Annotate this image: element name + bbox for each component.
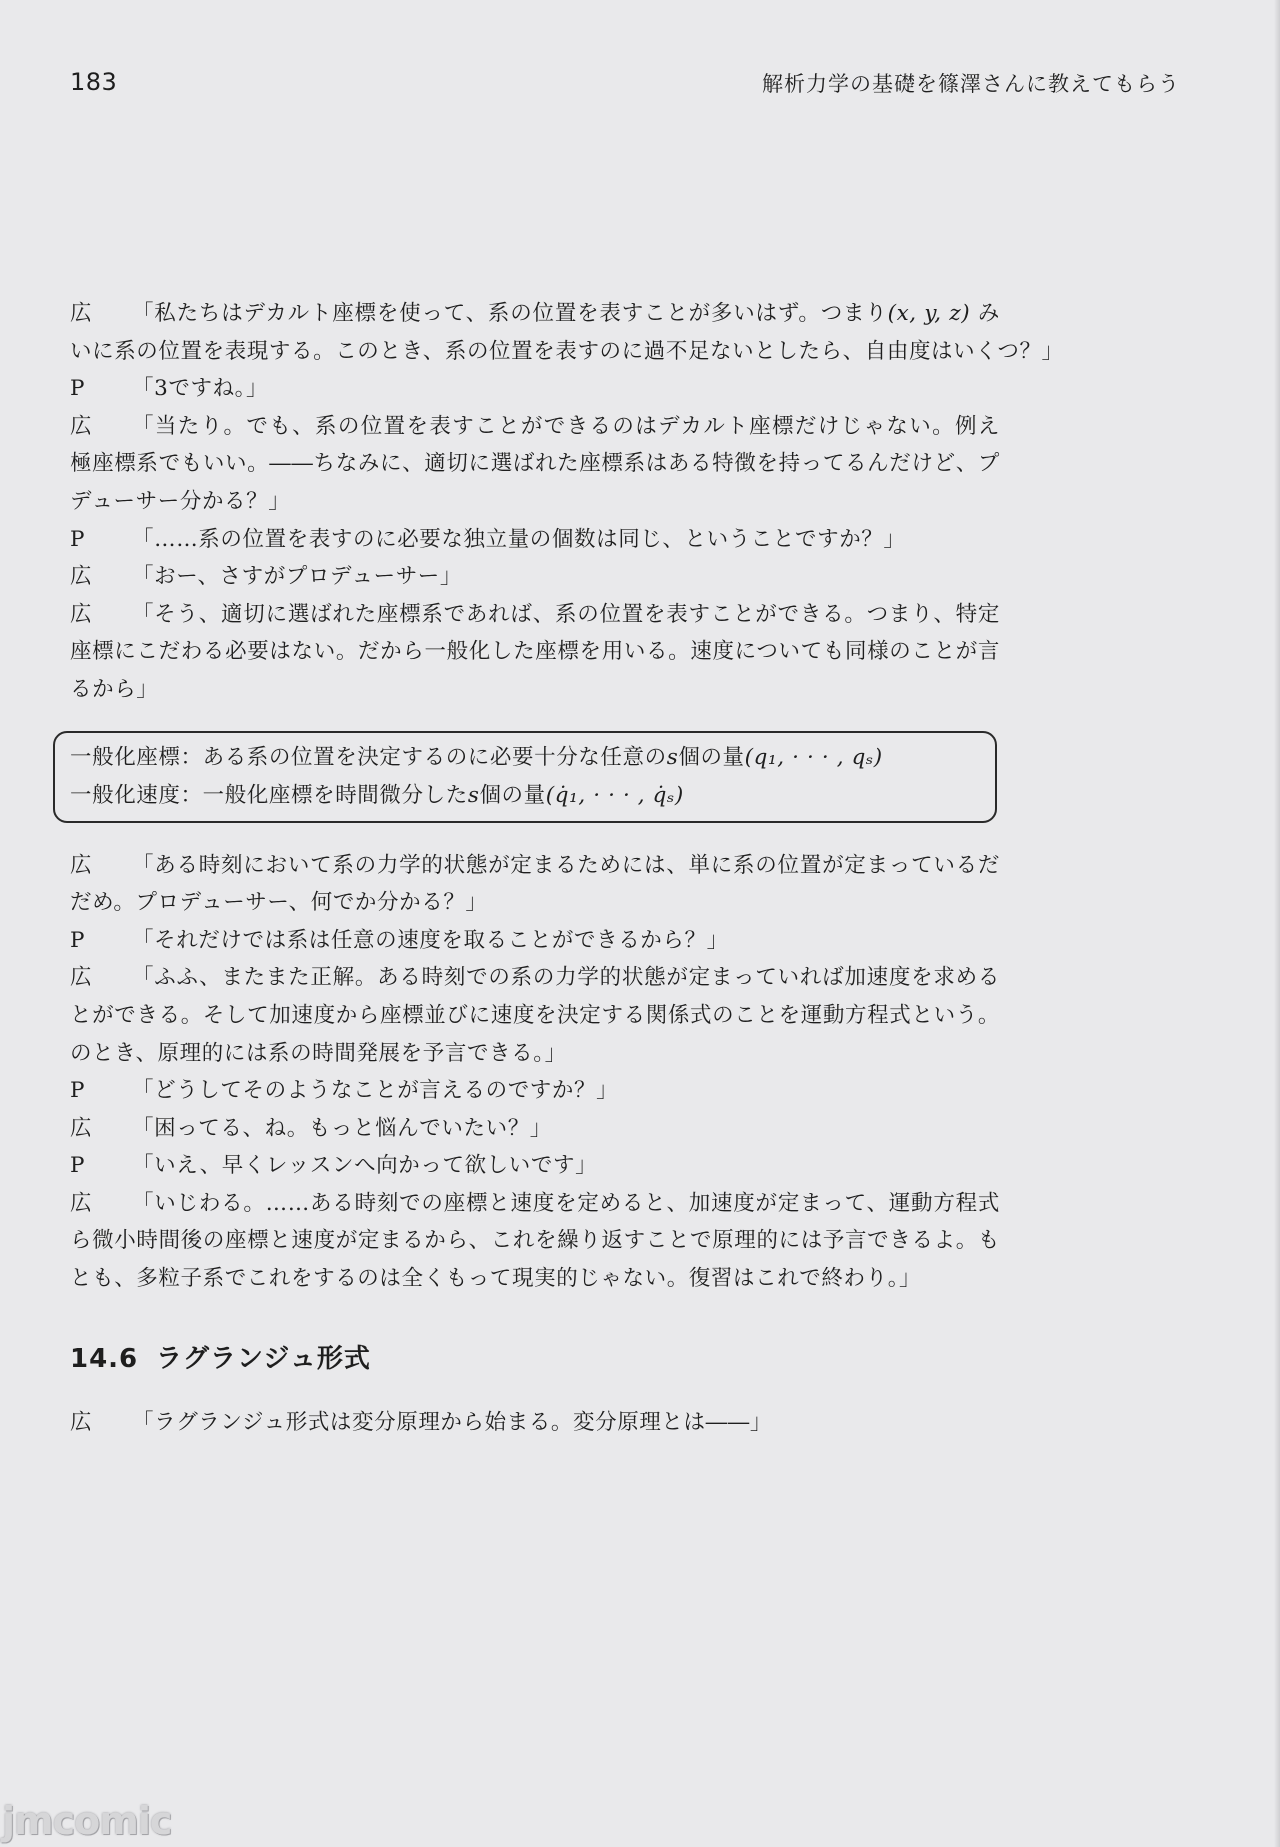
dialogue-text: 「それだけでは系は任意の速度を取ることができるから？」: [132, 927, 729, 953]
dialogue-text: デューサー分かる？」: [70, 488, 291, 514]
definition-box: [53, 731, 997, 823]
speaker-label: 広: [70, 301, 93, 326]
speaker-label: 広: [70, 1115, 93, 1141]
dialogue-text: 「おー、さすがプロデューサー」: [132, 564, 462, 590]
dialogue-line: [70, 1222, 1000, 1260]
section-number: 14.6: [70, 1343, 139, 1374]
dialogue-line: [70, 959, 1000, 997]
page-number: 183: [70, 68, 118, 96]
dialogue-line: [70, 847, 1000, 885]
dialogue-line: [70, 333, 1064, 371]
dialogue-text: 「どうしてそのようなことが言えるのですか？」: [132, 1078, 619, 1104]
dialogue-line: [70, 295, 1000, 333]
speaker-label: P: [70, 927, 86, 953]
speaker-label: 広: [70, 601, 93, 627]
dialogue-line: [70, 1072, 1000, 1110]
speaker-label: P: [70, 376, 86, 402]
speaker-label: 広: [70, 1409, 93, 1435]
dialogue-line: [70, 596, 1000, 634]
speaker-label: 広: [70, 413, 93, 439]
speaker-label: 広: [70, 965, 93, 991]
dialogue-text: だめ。プロデューサー、何でか分かる？」: [70, 890, 488, 916]
definition-generalized-coordinates: 一般化座標：ある系の位置を決定するのに必要十分な任意のs個の量(q₁, · · · , qₛ): [70, 744, 883, 770]
dialogue-line: [70, 483, 1000, 521]
dialogue-line: [70, 1035, 1000, 1073]
dialogue-text: 極座標系でもいい。――ちなみに、適切に選ばれた座標系はある特徴を持ってるんだけど、プ: [70, 451, 1000, 477]
dialogue-block: [70, 295, 1064, 709]
dialogue-text: 「そう、適切に選ばれた座標系であれば、系の位置を表すことができる。つまり、特定: [132, 601, 1000, 627]
math-inline: (q₁, · · · , qₛ): [744, 744, 883, 770]
dialogue-text: ら微小時間後の座標と速度が定まるから、これを繰り返すことで原理的には予言できるよ。も: [70, 1228, 1000, 1254]
speaker-label: 広: [70, 852, 93, 878]
dialogue-text: 「……系の位置を表すのに必要な独立量の個数は同じ、ということですか？」: [132, 526, 906, 552]
dialogue-text: 「ふふ、またまた正解。ある時刻での系の力学的状態が定まっていれば加速度を求める: [132, 965, 1000, 991]
dialogue-text: 「困ってる、ね。もっと悩んでいたい？」: [132, 1115, 552, 1141]
dialogue-block: [70, 847, 1000, 1298]
dialogue-text: いに系の位置を表現する。このとき、系の位置を表すのに過不足ないとしたら、自由度はいくつ？」: [70, 338, 1064, 364]
dialogue-line: [70, 1404, 1000, 1442]
dialogue-line: [70, 558, 1000, 596]
dialogue-text: 「ラグランジュ形式は変分原理から始まる。変分原理とは――」: [132, 1409, 772, 1435]
speaker-label: 広: [70, 564, 93, 590]
dialogue-text: 「ある時刻において系の力学的状態が定まるためには、単に系の位置が定まっているだ: [132, 852, 1000, 878]
dialogue-line: [70, 445, 1000, 483]
dialogue-line: [70, 370, 1000, 408]
dialogue-line: [70, 1110, 1000, 1148]
dialogue-line: [70, 521, 1000, 559]
dialogue-line: [70, 408, 1000, 446]
dialogue-line: [70, 884, 1000, 922]
section-heading: [70, 1328, 1000, 1390]
dialogue-text: とができる。そして加速度から座標並びに速度を決定する関係式のことを運動方程式という。: [70, 1002, 1000, 1028]
page-body: [70, 295, 1064, 1441]
dialogue-line: [70, 633, 1000, 671]
speaker-label: P: [70, 1153, 86, 1179]
running-title: 解析力学の基礎を篠澤さんに教えてもらう: [762, 72, 1180, 96]
speaker-label: 広: [70, 1190, 93, 1216]
dialogue-text: 「私たちはデカルト座標を使って、系の位置を表すことが多いはず。つまり(x, y, z) み: [132, 301, 1000, 326]
dialogue-line: [70, 922, 1000, 960]
math-inline: (q̇₁, · · · , q̇ₛ): [545, 782, 684, 808]
section-title: ラグランジュ形式: [156, 1343, 371, 1374]
dialogue-text: 「いじわる。……ある時刻での座標と速度を定めると、加速度が定まって、運動方程式: [132, 1190, 1000, 1216]
definition-generalized-velocities: 一般化速度：一般化座標を時間微分したs個の量(q̇₁, · · · , q̇ₛ): [70, 782, 684, 808]
watermark-logo: jmcomic: [2, 1799, 172, 1843]
dialogue-text: るから」: [70, 676, 159, 702]
dialogue-text: 「当たり。でも、系の位置を表すことができるのはデカルト座標だけじゃない。例え: [132, 413, 1000, 439]
dialogue-line: [70, 997, 1000, 1035]
math-var: s: [467, 782, 480, 808]
dialogue-text: とも、多粒子系でこれをするのは全くもって現実的じゃない。復習はこれで終わり。」: [70, 1266, 922, 1292]
speaker-label: P: [70, 526, 86, 552]
dialogue-text: 「3ですね。」: [132, 376, 269, 402]
dialogue-text: のとき、原理的には系の時間発展を予言できる。」: [70, 1040, 567, 1066]
dialogue-line: [70, 1260, 1000, 1298]
math-inline: (x, y, z): [887, 301, 971, 326]
speaker-label: P: [70, 1078, 86, 1104]
dialogue-text: 座標にこだわる必要はない。だから一般化した座標を用いる。速度についても同様のことが言: [70, 639, 1000, 665]
math-var: s: [666, 744, 679, 770]
dialogue-line: [70, 1147, 1000, 1185]
dialogue-block: [70, 1404, 1000, 1442]
dialogue-text: 「いえ、早くレッスンへ向かって欲しいです」: [132, 1153, 598, 1179]
dialogue-line: [70, 1185, 1000, 1223]
page-edge-shadow: [1274, 0, 1280, 1847]
dialogue-line: [70, 671, 1000, 709]
